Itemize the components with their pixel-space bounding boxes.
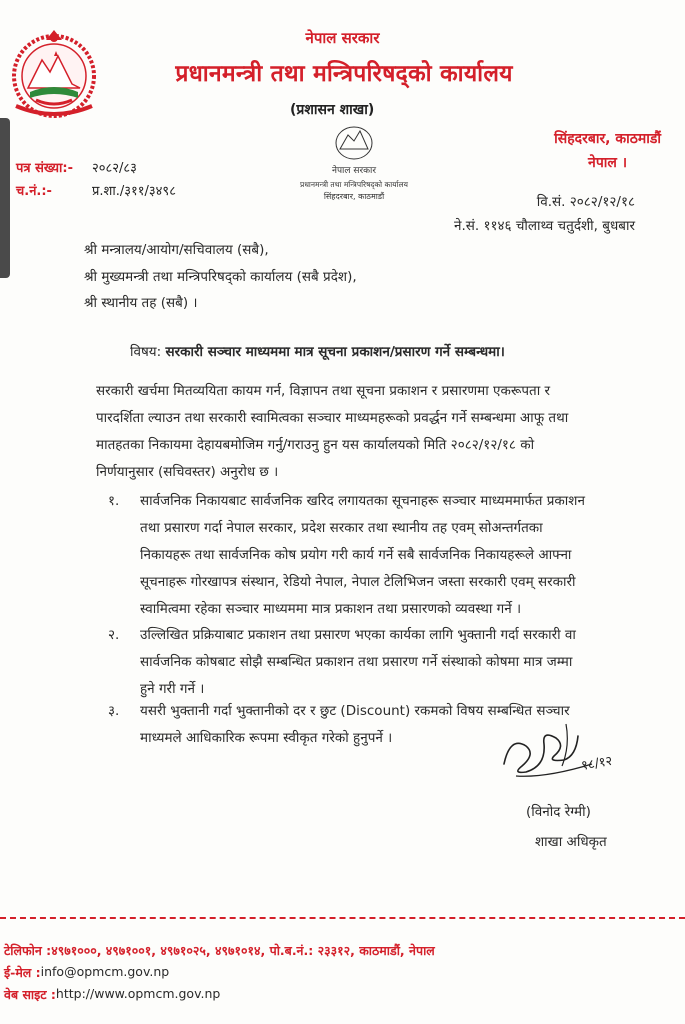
email-label: ई-मेल : <box>4 965 41 980</box>
footer-divider <box>0 917 685 919</box>
item-line: सार्वजनिक निकायबाट सार्वजनिक खरिद लगायतका सूचनाहरू सञ्चार माध्यममार्फत प्रकाशन <box>140 493 585 509</box>
website-link[interactable]: http://www.opmcm.gov.np <box>55 986 221 1001</box>
recipient-2: श्री मुख्यमन्त्री तथा मन्त्रिपरिषद्को कार्यालय (सबै प्रदेश), <box>84 269 357 285</box>
footer-phone <box>4 942 435 959</box>
signer-designation: शाखा अधिकृत <box>535 834 607 850</box>
subject-label: विषय: <box>130 344 162 360</box>
intro-line: सरकारी खर्चमा मितव्ययिता कायम गर्न, विज्ञापन तथा सूचना प्रकाशन र प्रसारणमा एकरूपता र <box>96 383 551 399</box>
stamp-line1: नेपाल सरकार <box>331 166 377 176</box>
item-line: हुने गरी गर्ने । <box>140 681 205 697</box>
footer-email <box>4 964 169 981</box>
recipient-1: श्री मन्त्रालय/आयोग/सचिवालय (सबै), <box>84 242 269 258</box>
item-number: ३. <box>108 703 120 719</box>
intro-line: पारदर्शिता ल्याउन तथा सरकारी स्वामित्वका सञ्चार माध्यमहरूको प्रवर्द्धन गर्ने सम्बन्धमा आफू तथा <box>96 410 569 426</box>
office-address <box>554 127 661 175</box>
item-line: सूचनाहरू गोरखापत्र संस्थान, रेडियो नेपाल, नेपाल टेलिभिजन जस्ता सरकारी एवम् सरकारी <box>140 574 576 590</box>
item-line: यसरी भुक्तानी गर्दा भुक्तानीको दर र छुट (Discount) रकमको विषय सम्बन्धित सञ्चार <box>140 703 570 719</box>
intro-line: मातहतका निकायमा देहायबमोजिम गर्नु/गराउनु हुन यस कार्यालयको मिति २०८२/१२/१८ को <box>96 437 535 453</box>
scan-edge-shadow <box>0 118 10 278</box>
item-number: १. <box>108 493 120 509</box>
list-item <box>108 622 638 703</box>
letter-number-value: २०८२/८३ <box>92 161 137 176</box>
phone-label: टेलिफोन : <box>4 943 52 958</box>
stamp-line2: प्रधानमन्त्री तथा मन्त्रिपरिषद्को कार्यालय <box>300 180 408 189</box>
item-line: तथा प्रसारण गर्दा नेपाल सरकार, प्रदेश सरकार तथा स्थानीय तह एवम् सोअन्तर्गतका <box>140 520 543 536</box>
stamp-line3: सिंहदरबार, काठमाडौं <box>323 192 385 201</box>
item-line: माध्यमले आधिकारिक रूपमा स्वीकृत गरेको हुनुपर्ने । <box>140 730 393 746</box>
footer-website <box>4 986 220 1003</box>
dispatch-number-label: च.नं.:- <box>16 184 52 199</box>
letter-number-row <box>16 158 137 176</box>
signer-name: (विनोद रेग्मी) <box>526 804 591 820</box>
intro-paragraph <box>96 378 636 486</box>
address-line2: नेपाल । <box>588 155 628 171</box>
branch-name: (प्रशासन शाखा) <box>290 102 375 118</box>
item-line: उल्लिखित प्रक्रियाबाट प्रकाशन तथा प्रसारण भएका कार्यका लागि भुक्तानी गर्दा सरकारी वा <box>140 627 576 643</box>
dispatch-number-value: प्र.शा./३११/३४९८ <box>92 184 176 199</box>
bs-date: वि.सं. २०८२/१२/१८ <box>536 194 635 210</box>
item-line: सार्वजनिक कोषबाट सोझै सम्बन्धित प्रकाशन तथा प्रसारण गर्ने संस्थाको कोषमा मात्र जम्मा <box>140 654 573 670</box>
intro-line: निर्णयानुसार (सचिवस्तर) अनुरोध छ । <box>96 464 279 480</box>
ns-date: ने.सं. ११४६ चौलाथ्व चतुर्दशी, बुधबार <box>453 218 635 234</box>
item-line: निकायहरू तथा सार्वजनिक कोष प्रयोग गरी कार्य गर्ने सबै सार्वजनिक निकायहरूले आफ्ना <box>140 547 572 563</box>
list-item <box>108 488 638 623</box>
letter-number-label: पत्र संख्या:- <box>16 161 73 176</box>
phone-value: ४९७१०००, ४९७१००१, ४९७१०२५, ४९७१०१४, पो.ब.नं.: २३३१२, काठमाडौं, नेपाल <box>51 943 435 958</box>
email-link[interactable]: info@opmcm.gov.np <box>40 964 170 979</box>
item-number: २. <box>108 627 120 643</box>
office-name: प्रधानमन्त्री तथा मन्त्रिपरिषद्को कार्यालय <box>175 61 513 87</box>
subject-line <box>130 342 505 360</box>
handwritten-signature <box>496 716 616 796</box>
government-name: नेपाल सरकार <box>305 29 380 47</box>
address-line1: सिंहदरबार, काठमाडौं <box>554 131 661 147</box>
subject-text: सरकारी सञ्चार माध्यममा मात्र सूचना प्रकाशन/प्रसारण गर्ने सम्बन्धमा। <box>165 344 505 360</box>
recipient-3: श्री स्थानीय तह (सबै) । <box>84 295 198 311</box>
official-stamp <box>290 95 418 207</box>
website-label: वेब साइट : <box>4 987 56 1002</box>
signature-date-mark: १८/१२ <box>580 753 614 774</box>
dispatch-number-row <box>16 181 176 199</box>
item-line: स्वामित्वमा रहेका सञ्चार माध्यममा मात्र प्रकाशन तथा प्रसारणको व्यवस्था गर्ने । <box>140 601 522 617</box>
